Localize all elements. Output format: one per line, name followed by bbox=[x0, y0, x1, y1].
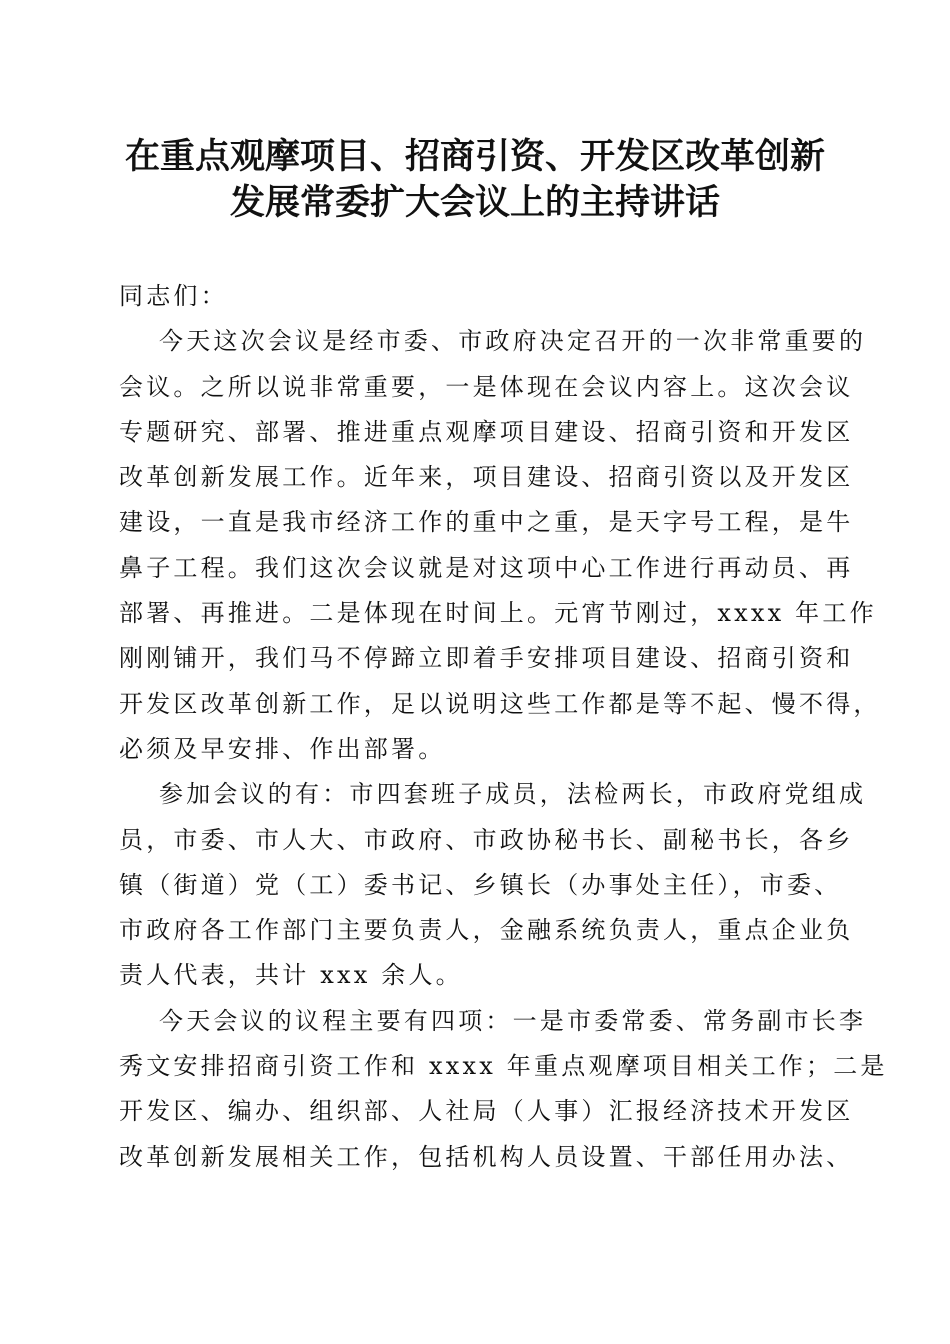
paragraph-1 bbox=[119, 319, 881, 772]
paragraph-line: 改革创新发展相关工作，包括机构人员设置、干部任用办法、 bbox=[119, 1142, 854, 1171]
paragraph-2 bbox=[119, 772, 867, 998]
title-line-2: 发展常委扩大会议上的主持讲话 bbox=[229, 182, 720, 223]
paragraph-line: 开发区、编办、组织部、人社局（人事）汇报经济技术开发区 bbox=[119, 1097, 854, 1126]
paragraph-line: 鼻子工程。我们这次会议就是对这项中心工作进行再动员、再 bbox=[119, 553, 854, 582]
paragraph-line: 市政府各工作部门主要负责人，金融系统负责人，重点企业负 bbox=[119, 916, 854, 945]
paragraph-line: 今天会议的议程主要有四项：一是市委常委、常务副市长李 bbox=[159, 1006, 867, 1035]
paragraph-line: 必须及早安排、作出部署。 bbox=[119, 734, 446, 763]
paragraph-line: 改革创新发展工作。近年来，项目建设、招商引资以及开发区 bbox=[119, 463, 854, 492]
title-line-1: 在重点观摩项目、招商引资、开发区改革创新 bbox=[124, 136, 825, 177]
paragraph-line: 会议。之所以说非常重要，一是体现在会议内容上。这次会议 bbox=[119, 372, 854, 401]
paragraph-line: 责人代表，共计 xxx 余人。 bbox=[119, 961, 463, 990]
paragraph-line: 今天这次会议是经市委、市政府决定召开的一次非常重要的 bbox=[159, 327, 867, 356]
document-title bbox=[110, 134, 840, 226]
paragraph-line: 开发区改革创新工作，足以说明这些工作都是等不起、慢不得， bbox=[119, 689, 881, 718]
paragraph-line: 参加会议的有：市四套班子成员，法检两长，市政府党组成 bbox=[159, 780, 867, 809]
paragraph-line: 镇（街道）党（工）委书记、乡镇长（办事处主任），市委、 bbox=[119, 870, 842, 899]
paragraph-line: 部署、再推进。二是体现在时间上。元宵节刚过，xxxx 年工作 bbox=[119, 599, 877, 628]
document-body bbox=[119, 274, 888, 1180]
paragraph-line: 专题研究、部署、推进重点观摩项目建设、招商引资和开发区 bbox=[119, 417, 854, 446]
paragraph-3 bbox=[119, 999, 888, 1180]
paragraph-line: 秀文安排招商引资工作和 xxxx 年重点观摩项目相关工作；二是 bbox=[119, 1052, 888, 1081]
paragraph-line: 刚刚铺开，我们马不停蹄立即着手安排项目建设、招商引资和 bbox=[119, 644, 854, 673]
paragraph-line: 建设，一直是我市经济工作的重中之重，是天字号工程，是牛 bbox=[119, 508, 854, 537]
salutation: 同志们： bbox=[119, 282, 228, 310]
paragraph-line: 员，市委、市人大、市政府、市政协秘书长、副秘书长，各乡 bbox=[119, 825, 854, 854]
